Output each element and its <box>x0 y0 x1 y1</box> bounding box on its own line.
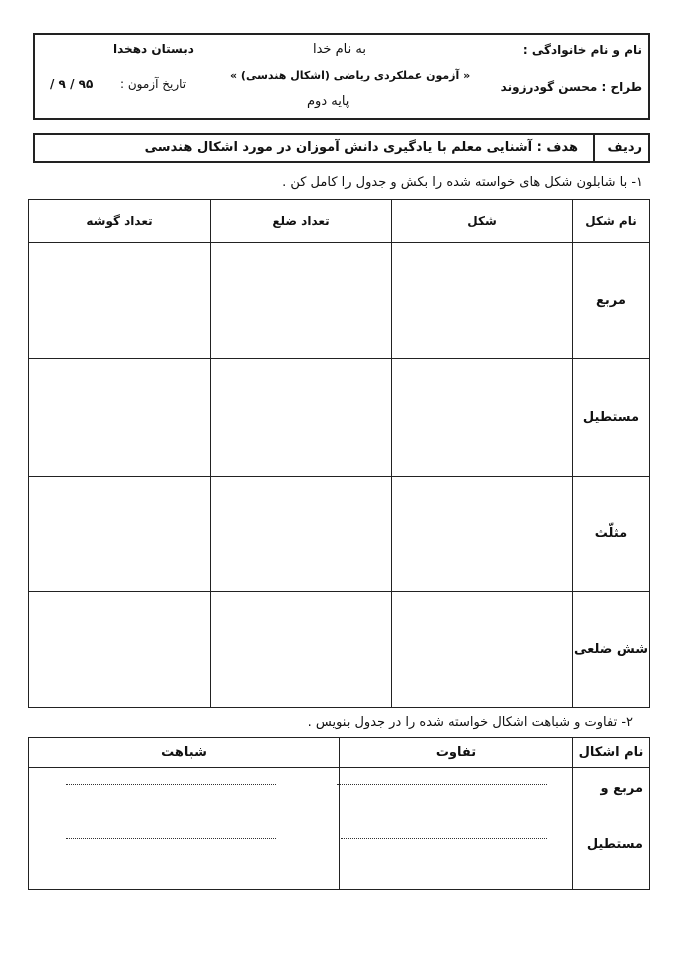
compare-table-header <box>29 738 650 768</box>
difference-line-2[interactable] <box>341 838 547 839</box>
exam-title: « آزمون عملکردی ریاضی (اشکال هندسی) » <box>230 69 471 82</box>
row-triangle-label: مثلّث <box>573 476 650 591</box>
draw-cell[interactable] <box>392 476 573 591</box>
compare-table <box>28 737 650 890</box>
shapes-table-header <box>29 200 650 243</box>
table-row <box>29 476 650 591</box>
corners-cell[interactable] <box>29 359 211 476</box>
col-shapes-name: نام اشکال <box>573 738 650 768</box>
sides-cell[interactable] <box>211 476 392 591</box>
difference-cell[interactable] <box>340 768 573 890</box>
question2-prompt: ۲- تفاوت و شباهت اشکال خواسته شده را در جدول بنویس . <box>307 715 633 730</box>
shape-line1: مربع و <box>600 781 643 796</box>
bismillah: به نام خدا <box>313 42 366 57</box>
similarity-cell[interactable] <box>29 768 340 890</box>
row-hexagon-label: شش ضلعی <box>573 591 650 707</box>
draw-cell[interactable] <box>392 243 573 359</box>
goal-divider <box>593 135 595 161</box>
sides-cell[interactable] <box>211 243 392 359</box>
question1-prompt: ۱- با شابلون شکل های خواسته شده را بکش و جدول را کامل کن . <box>282 175 643 190</box>
header-box <box>33 33 650 120</box>
goal-box <box>33 133 650 163</box>
row-square-label: مربع <box>573 243 650 359</box>
row-rectangle-label: مستطیل <box>573 359 650 476</box>
row-label: ردیف <box>607 140 642 155</box>
draw-cell[interactable] <box>392 591 573 707</box>
col-shape: شکل <box>392 200 573 243</box>
col-difference: تفاوت <box>340 738 573 768</box>
shape-line2: مستطیل <box>586 837 643 852</box>
compare-shapes-cell <box>573 768 650 890</box>
table-row <box>29 591 650 707</box>
similarity-line-2[interactable] <box>66 838 276 839</box>
sides-cell[interactable] <box>211 359 392 476</box>
corners-cell[interactable] <box>29 591 211 707</box>
table-row <box>29 243 650 359</box>
table-row <box>29 359 650 476</box>
sides-cell[interactable] <box>211 591 392 707</box>
col-corners: تعداد گوشه <box>29 200 211 243</box>
corners-cell[interactable] <box>29 243 211 359</box>
school-name: دبستان دهخدا <box>113 42 194 56</box>
col-similarity: شباهت <box>29 738 340 768</box>
exam-date-value: / ۹ / ۹۵ <box>50 77 94 91</box>
goal-text: هدف : آشنایی معلم با یادگیری دانش آموزان در مورد اشکال هندسی <box>144 140 578 155</box>
student-name-label: نام و نام خانوادگی : <box>522 43 642 57</box>
table-row <box>29 768 650 890</box>
exam-date-label: تاریخ آزمون : <box>120 77 187 91</box>
draw-cell[interactable] <box>392 359 573 476</box>
shapes-table <box>28 199 650 708</box>
difference-line-1[interactable] <box>337 784 547 785</box>
designer-label: طراح : محسن گودرزوند <box>500 80 642 94</box>
col-shape-name: نام شکل <box>573 200 650 243</box>
corners-cell[interactable] <box>29 476 211 591</box>
similarity-line-1[interactable] <box>66 784 276 785</box>
grade-label: پایه دوم <box>307 94 350 109</box>
col-sides: تعداد ضلع <box>211 200 392 243</box>
